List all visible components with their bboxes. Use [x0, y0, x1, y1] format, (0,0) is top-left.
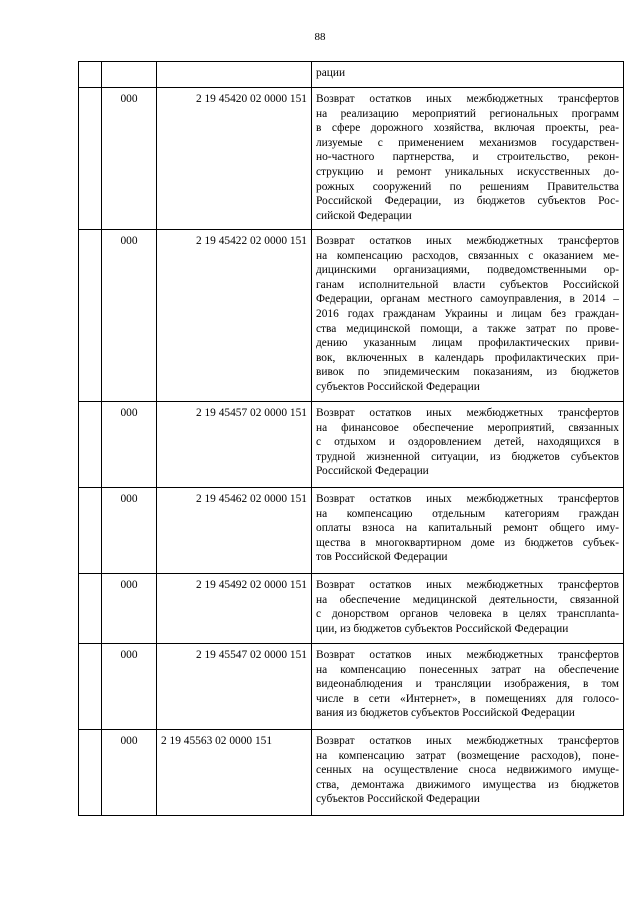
description-line: в сфере дорожного хозяйства, включая проекты, реа-	[316, 122, 619, 135]
description-line: 2016 годах гражданам Украины и лицам без граждан-	[316, 307, 619, 320]
description-line: дению указанным лицам профилактических приви-	[316, 337, 619, 350]
description-line: Возврат остатков иных межбюджетных трансфертов	[316, 407, 619, 419]
gutter-cell	[79, 574, 102, 644]
gutter-cell	[79, 488, 102, 574]
description-line: рожных сооружений по решениям Правительства	[316, 180, 619, 193]
description-cell	[312, 488, 624, 574]
budget-code-cell: 2 19 45457 02 0000 151	[157, 402, 312, 488]
budget-code-cell: 2 19 45422 02 0000 151	[157, 230, 312, 402]
description-line: субъектов Российской Федерации	[316, 793, 480, 806]
description-line: сийской Федерации	[316, 209, 412, 222]
description-line: Российской Федерации	[316, 465, 429, 478]
budget-code-cell: 2 19 45492 02 0000 151	[157, 574, 312, 644]
description-line: Возврат остатков иных межбюджетных трансфертов	[316, 493, 619, 505]
description-line: на финансовое обеспечение мероприятий, связанных	[316, 421, 619, 434]
description-line: субъектов Российской Федерации	[316, 380, 480, 393]
budget-code-cell: 2 19 45547 02 0000 151	[157, 644, 312, 730]
table-row	[79, 488, 624, 574]
description-line: Возврат остатков иных межбюджетных трансфертов	[316, 649, 619, 661]
table-row	[79, 402, 624, 488]
gutter-cell	[79, 402, 102, 488]
gutter-cell	[79, 230, 102, 402]
description-line: струкцию и ремонт уникальных искусственных до-	[316, 165, 619, 178]
description-line: но-частного партнерства, и строительство, рекон-	[316, 151, 619, 164]
budget-code-cell: 2 19 45563 02 0000 151	[157, 730, 312, 816]
description-line: вания из бюджетов субъектов Российской Федерации	[316, 707, 575, 720]
description-line: на реализацию мероприятий региональных программ	[316, 107, 619, 120]
description-line: трудной жизненной ситуации, из бюджетов субъектов	[316, 450, 619, 463]
description-line: на компенсацию понесенных затрат на обеспечение	[316, 663, 619, 676]
page-number: 88	[314, 31, 326, 43]
description-line: числе в сети «Интернет», в помещениях для голосо-	[316, 692, 619, 705]
description-line: Возврат остатков иных межбюджетных трансфертов	[316, 579, 619, 591]
description-line: Возврат остатков иных межбюджетных трансфертов	[316, 235, 619, 247]
table-row	[79, 88, 624, 230]
table-row	[79, 730, 624, 816]
admin-code-cell: 000	[102, 730, 157, 816]
description-cell	[312, 730, 624, 816]
description-line: ганам исполнительной власти субъектов Российской	[316, 278, 619, 291]
table-body	[79, 62, 624, 816]
description-line: ции, из бюджетов субъектов Российской Федерации	[316, 622, 569, 635]
description-line: на компенсацию отдельным категориям граждан	[316, 507, 619, 520]
description-line: Российской Федерации, из бюджетов субъектов Рос-	[316, 195, 619, 208]
gutter-cell	[79, 730, 102, 816]
description-line: оплаты взноса на капитальный ремонт общего иму-	[316, 522, 619, 535]
table-row	[79, 230, 624, 402]
description-line: рации	[316, 67, 346, 79]
admin-code-cell: 000	[102, 402, 157, 488]
admin-code-cell	[102, 62, 157, 88]
gutter-cell	[79, 644, 102, 730]
budget-code-cell: 2 19 45420 02 0000 151	[157, 88, 312, 230]
description-line: лизуемые с применением механизмов государствен-	[316, 136, 619, 149]
table-row	[79, 62, 624, 88]
description-line: сенных на осуществление сноса недвижимого имуще-	[316, 764, 619, 777]
admin-code-cell: 000	[102, 574, 157, 644]
description-line: тов Российской Федерации	[316, 551, 448, 564]
admin-code-cell: 000	[102, 88, 157, 230]
gutter-cell	[79, 88, 102, 230]
description-line: Возврат остатков иных межбюджетных трансфертов	[316, 93, 619, 105]
description-cell	[312, 88, 624, 230]
description-line: на компенсацию затрат (возмещение расходов), поне-	[316, 749, 619, 762]
description-line: вок, включенных в календарь профилактических при-	[316, 351, 619, 364]
description-line: с донорством органов человека в целях трансплanta-	[316, 608, 619, 621]
description-cell	[312, 402, 624, 488]
description-line: Возврат остатков иных межбюджетных трансфертов	[316, 735, 619, 747]
description-cell	[312, 62, 624, 88]
description-cell	[312, 644, 624, 730]
budget-code-cell	[157, 62, 312, 88]
description-line: вивок по эпидемическим показаниям, из бюджетов	[316, 366, 619, 379]
description-line: видеонаблюдения и трансляции изображения, в том	[316, 678, 619, 691]
admin-code-cell: 000	[102, 644, 157, 730]
description-line: ства, демонтажа движимого имущества из бюджетов	[316, 778, 619, 791]
gutter-cell	[79, 62, 102, 88]
description-line: дицинскими организациями, подведомственными ор-	[316, 264, 619, 277]
description-line: щества в многоквартирном доме из бюджетов субъек-	[316, 536, 619, 549]
description-line: на обеспечение медицинской деятельности, связанной	[316, 593, 619, 606]
budget-code-cell: 2 19 45462 02 0000 151	[157, 488, 312, 574]
admin-code-cell: 000	[102, 488, 157, 574]
table-row	[79, 574, 624, 644]
description-line: с отдыхом и оздоровлением детей, находящихся в	[316, 436, 619, 449]
table-row	[79, 644, 624, 730]
description-line: Федерации, органам местного самоуправления, в 2014 –	[316, 293, 619, 306]
description-line: на компенсацию расходов, связанных с оказанием ме-	[316, 249, 619, 262]
admin-code-cell: 000	[102, 230, 157, 402]
description-line: ства медицинской помощи, а также затрат по прове-	[316, 322, 619, 335]
budget-codes-table	[78, 61, 624, 816]
description-cell	[312, 230, 624, 402]
description-cell	[312, 574, 624, 644]
